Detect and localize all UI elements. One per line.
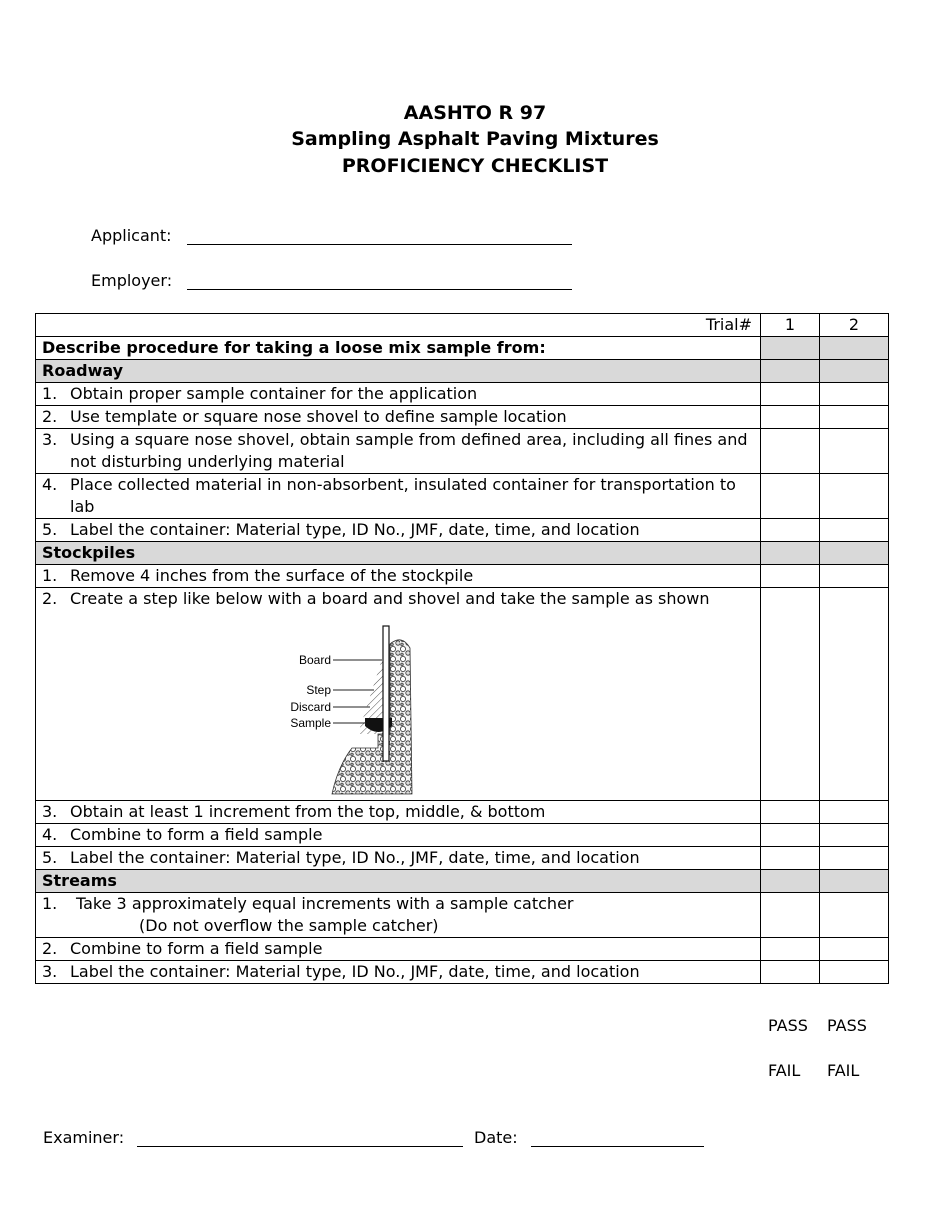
checklist-table — [35, 313, 889, 984]
table-row — [36, 429, 889, 474]
item-number: 1. — [42, 894, 58, 913]
table-row — [36, 588, 889, 801]
item-text: Obtain at least 1 increment from the top, middle, & bottom — [70, 802, 546, 821]
table-row — [36, 938, 889, 961]
trial-1-cell[interactable] — [761, 801, 820, 824]
doc-title-line-3: PROFICIENCY CHECKLIST — [341, 155, 609, 177]
section-row-roadway — [36, 360, 889, 383]
item-text: Create a step like below with a board and shovel and take the sample as shown — [70, 589, 710, 608]
examiner-field — [43, 1128, 463, 1147]
doc-title-line-1: AASHTO R 97 — [403, 102, 547, 124]
trial-2-cell[interactable] — [820, 938, 889, 961]
trial-2-cell[interactable] — [820, 565, 889, 588]
trial-1-cell[interactable] — [761, 429, 820, 474]
item-text: Label the container: Material type, ID No., JMF, date, time, and location — [70, 848, 640, 867]
item-text: Place collected material in non-absorbent, insulated container for transportation to lab — [70, 475, 736, 516]
trial-1-cell[interactable] — [761, 565, 820, 588]
applicant-field — [91, 226, 572, 245]
item-number: 2. — [42, 407, 58, 426]
trial-2-cell[interactable] — [820, 519, 889, 542]
trial-2-cell[interactable] — [820, 893, 889, 938]
item-text: Combine to form a field sample — [70, 825, 323, 844]
item-text: Remove 4 inches from the surface of the stockpile — [70, 566, 474, 585]
section-row-streams — [36, 870, 889, 893]
board-shape — [383, 626, 389, 761]
trial-1-cell[interactable] — [761, 938, 820, 961]
trial-2-cell[interactable] — [820, 383, 889, 406]
table-row — [36, 961, 889, 984]
item-text: Label the container: Material type, ID No., JMF, date, time, and location — [70, 520, 640, 539]
trial-1-cell[interactable] — [761, 824, 820, 847]
trial-header-row — [36, 314, 889, 337]
section-title: Stockpiles — [36, 542, 761, 565]
item-number: 4. — [42, 825, 58, 844]
table-row — [36, 383, 889, 406]
trial-2-cell[interactable] — [820, 429, 889, 474]
item-number: 3. — [42, 430, 58, 449]
trial-1-cell[interactable] — [761, 406, 820, 429]
applicant-line[interactable] — [187, 228, 572, 245]
stockpile-diagram — [280, 616, 420, 796]
item-text: Label the container: Material type, ID No., JMF, date, time, and location — [70, 962, 640, 981]
trial-1-cell[interactable] — [761, 474, 820, 519]
employer-label: Employer: — [91, 271, 173, 290]
trial-1-cell[interactable] — [761, 383, 820, 406]
item-number: 3. — [42, 962, 58, 981]
trial-label: Trial# — [36, 314, 761, 337]
intro-text: Describe procedure for taking a loose mix sample from: — [36, 337, 761, 360]
table-row — [36, 406, 889, 429]
table-row — [36, 801, 889, 824]
item-number: 3. — [42, 802, 58, 821]
fail-option-trial-1[interactable]: FAIL — [768, 1061, 801, 1080]
doc-title-line-2: Sampling Asphalt Paving Mixtures — [291, 128, 659, 150]
table-row — [36, 519, 889, 542]
item-text: Take 3 approximately equal increments with a sample catcher — [76, 894, 574, 913]
pass-option-trial-2[interactable]: PASS — [827, 1016, 867, 1035]
trial-2-header: 2 — [820, 314, 889, 337]
item-number: 1. — [42, 566, 58, 585]
applicant-label: Applicant: — [91, 226, 172, 245]
date-line[interactable] — [531, 1130, 704, 1147]
diagram-label-sample: Sample — [290, 716, 331, 730]
trial-2-cell[interactable] — [820, 961, 889, 984]
item-number: 5. — [42, 520, 58, 539]
item-number: 4. — [42, 475, 58, 494]
section-row-stockpiles — [36, 542, 889, 565]
trial-2-cell[interactable] — [820, 824, 889, 847]
trial-1-cell[interactable] — [761, 519, 820, 542]
examiner-label: Examiner: — [43, 1128, 125, 1147]
diagram-label-board: Board — [298, 653, 331, 667]
date-label: Date: — [474, 1128, 518, 1147]
trial-2-cell[interactable] — [820, 801, 889, 824]
examiner-line[interactable] — [137, 1130, 463, 1147]
trial-1-cell[interactable] — [761, 847, 820, 870]
trial-2-cell[interactable] — [820, 406, 889, 429]
item-number: 5. — [42, 848, 58, 867]
item-text: Obtain proper sample container for the application — [70, 384, 478, 403]
table-row — [36, 474, 889, 519]
table-row — [36, 847, 889, 870]
date-field — [474, 1128, 704, 1147]
table-row — [36, 893, 889, 938]
trial-1-cell[interactable] — [761, 893, 820, 938]
item-text: Use template or square nose shovel to define sample location — [70, 407, 567, 426]
diagram-label-discard: Discard — [290, 700, 331, 714]
item-note: (Do not overflow the sample catcher) — [139, 916, 439, 935]
trial-2-cell[interactable] — [820, 847, 889, 870]
item-number: 2. — [42, 589, 58, 608]
pass-option-trial-1[interactable]: PASS — [768, 1016, 808, 1035]
item-number: 1. — [42, 384, 58, 403]
item-number: 2. — [42, 939, 58, 958]
table-row — [36, 824, 889, 847]
item-text: Combine to form a field sample — [70, 939, 323, 958]
fail-option-trial-2[interactable]: FAIL — [827, 1061, 860, 1080]
intro-row — [36, 337, 889, 360]
trial-1-header: 1 — [761, 314, 820, 337]
trial-1-cell[interactable] — [761, 961, 820, 984]
trial-1-cell[interactable] — [761, 588, 820, 801]
trial-2-cell[interactable] — [820, 588, 889, 801]
diagram-label-step: Step — [306, 683, 331, 697]
employer-line[interactable] — [187, 273, 572, 290]
trial-2-cell[interactable] — [820, 474, 889, 519]
section-title: Roadway — [36, 360, 761, 383]
table-row — [36, 565, 889, 588]
employer-field — [91, 271, 572, 290]
item-text: Using a square nose shovel, obtain sample from defined area, including all fines and not disturbing underlying material — [70, 430, 748, 471]
section-title: Streams — [36, 870, 761, 893]
